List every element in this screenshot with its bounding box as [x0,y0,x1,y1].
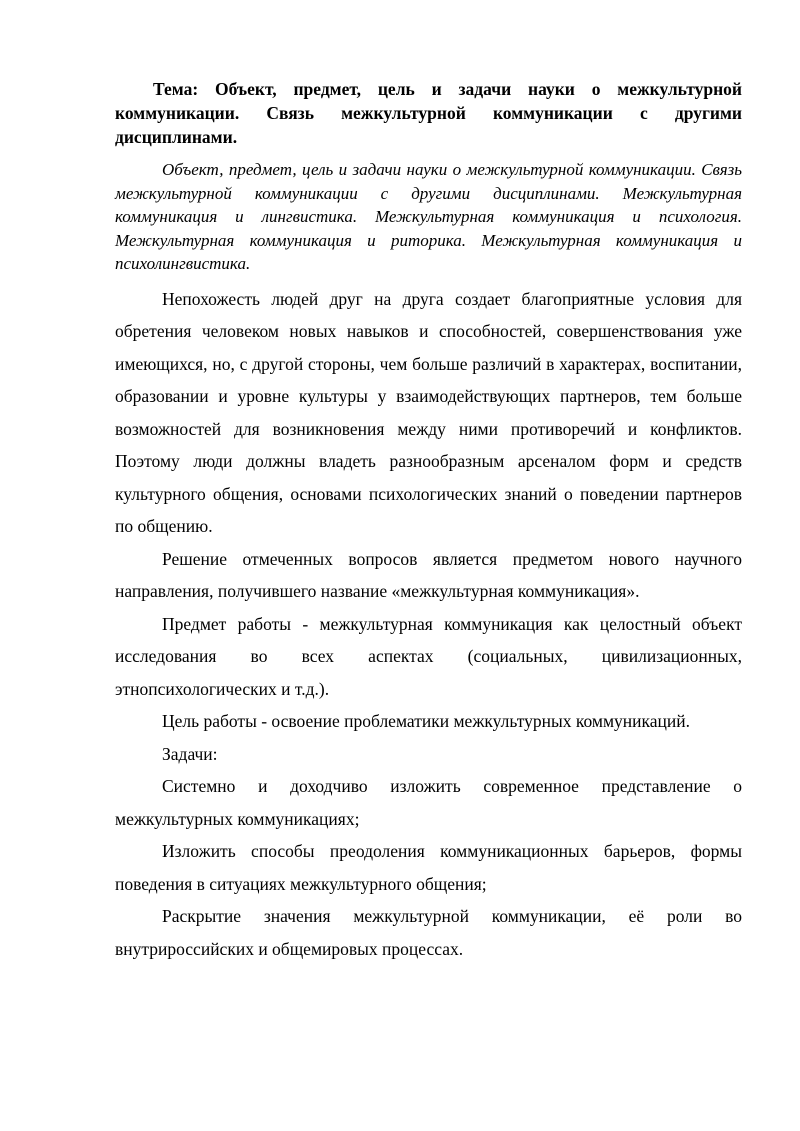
paragraph-intro: Непохожесть людей друг на друга создает благоприятные условия для обретения человеком новых навыков и способностей, совершенствования уже имеющихся, но, с другой стороны, чем больше различий в характерах, воспитании, образовании и уровне культуры у взаимодействующих партнеров, тем больше возможностей для возникновения между ними противоречий и конфликтов. Поэтому люди должны владеть разнообразным арсеналом форм и средств культурного общения, основами психологических знаний о поведении партнеров по общению. [115,288,742,537]
paragraph-task-2: Изложить способы преодоления коммуникационных барьеров, формы поведения в ситуациях межкультурного общения; [115,841,742,894]
document-title: Тема: Объект, предмет, цель и задачи науки о межкультурной коммуникации. Связь межкультурной коммуникации с другими дисциплинами. [115,79,742,147]
paragraph-task-1: Системно и доходчиво изложить современное представление о межкультурных коммуникациях; [115,776,742,829]
document-page [115,77,742,965]
paragraph-subject: Предмет работы - межкультурная коммуникация как целостный объект исследования во всех аспектах (социальных, цивилизационных, этнопсихологических и т.д.). [115,613,742,699]
paragraph-goal: Цель работы - освоение проблематики межкультурных коммуникаций. [162,711,690,732]
paragraph-task-3: Раскрытие значения межкультурной коммуникации, её роли во внутрироссийских и общемировых процессах. [115,906,742,959]
paragraph-tasks-heading: Задачи: [162,743,218,764]
document-subtitle: Объект, предмет, цель и задачи науки о межкультурной коммуникации. Связь межкультурной коммуникации с другими дисциплинами. Межкультурная коммуникация и лингвистика. Межкультурная коммуникация и психология. Межкультурная коммуникация и риторика. Межкультурная коммуникация и психолингвистика. [115,160,742,274]
paragraph-decision: Решение отмеченных вопросов является предметом нового научного направления, получившего название «межкультурная коммуникация». [115,548,742,602]
